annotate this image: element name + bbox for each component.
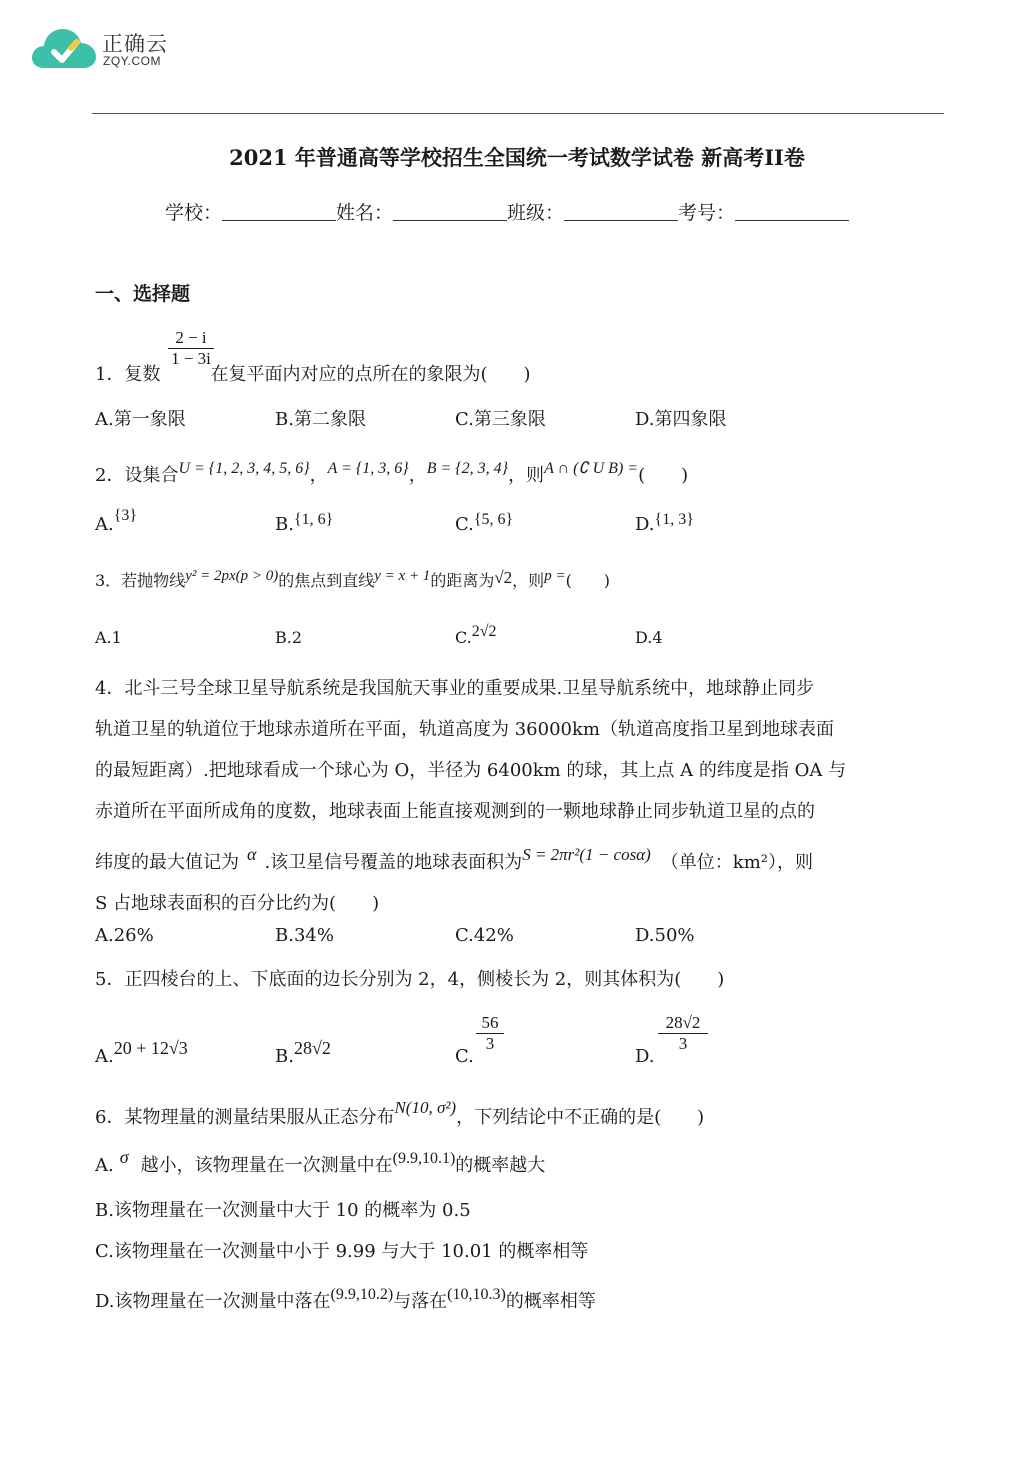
q3-option-c-label: C. xyxy=(455,628,472,647)
q5-option-d-fraction xyxy=(658,1013,708,1054)
question-2 xyxy=(95,461,688,487)
student-info-row xyxy=(165,198,849,225)
q6-distribution: N(10, σ²) xyxy=(394,1098,457,1117)
q3-option-c xyxy=(455,623,497,648)
q3-number: 3．若抛物线 xyxy=(95,571,186,590)
q2-option-a-value: {3} xyxy=(113,507,138,524)
q6-option-d xyxy=(95,1287,596,1313)
q2-then: ，则 xyxy=(508,465,545,486)
q6-option-d-interval-1: (9.9,10.2) xyxy=(330,1286,394,1303)
q3-option-a: A.1 xyxy=(95,628,122,647)
q3-line: y = x + 1 xyxy=(374,568,431,584)
q6-sigma: σ xyxy=(119,1147,129,1167)
school-label: 学校： xyxy=(165,202,223,224)
q2-option-c-label: C. xyxy=(455,514,474,535)
q6-number: 6．某物理量的测量结果服从正态分布 xyxy=(95,1107,395,1128)
q1-option-a: A.第一象限 xyxy=(95,409,186,430)
q2-option-c-value: {5, 6} xyxy=(473,511,514,528)
q4-line5-a: 纬度的最大值记为 xyxy=(95,852,239,873)
q5-c-den: 3 xyxy=(485,1034,495,1053)
name-blank xyxy=(393,202,507,221)
q6-option-a-label: A. xyxy=(95,1155,114,1176)
q2-option-d xyxy=(635,511,694,535)
q1-option-b: B.第二象限 xyxy=(275,409,366,430)
logo-name: 正确云 xyxy=(102,32,168,56)
q5-option-b-label: B. xyxy=(275,1046,294,1067)
q3-p: p = xyxy=(544,568,566,584)
q4-option-c: C.42% xyxy=(455,925,514,946)
name-label: 姓名： xyxy=(336,202,394,224)
q1-frac-num: 2 − i xyxy=(175,328,207,347)
class-label: 班级： xyxy=(507,202,565,224)
q4-option-d: D.50% xyxy=(635,925,695,946)
q3-mid: 的焦点到直线 xyxy=(278,571,375,590)
question-5: 5．正四棱台的上、下底面的边长分别为 2，4，侧棱长为 2，则其体积为( ) xyxy=(95,969,725,990)
q5-option-c-fraction xyxy=(476,1013,504,1054)
q1-tail: 在复平面内对应的点所在的象限为( ) xyxy=(210,364,531,385)
q2-option-b-value: {1, 6} xyxy=(293,511,334,528)
q6-option-d-interval-2: (10,10.3) xyxy=(447,1286,506,1303)
q2-option-d-label: D. xyxy=(635,514,655,535)
q2-number: 2．设集合 xyxy=(95,465,179,486)
q5-d-num: 28√2 xyxy=(665,1013,701,1032)
q5-option-c-label: C. xyxy=(455,1046,474,1067)
q4-line-6: S 占地球表面积的百分比约为( ) xyxy=(95,893,380,914)
q4-line5-c: （单位：km²），则 xyxy=(660,852,813,873)
q5-c-num: 56 xyxy=(481,1013,499,1032)
q5-option-b xyxy=(275,1038,331,1067)
q2-tail: ( ) xyxy=(638,465,689,486)
q6-option-c: C.该物理量在一次测量中小于 9.99 与大于 10.01 的概率相等 xyxy=(95,1241,589,1262)
q5-option-b-value: 28√2 xyxy=(293,1038,331,1058)
q4-line-4: 赤道所在平面所成角的度数，地球表面上能直接观测到的一颗地球静止同步轨道卫星的点的 xyxy=(95,801,815,822)
q2-expression: A ∩ (∁ U B) = xyxy=(544,460,639,477)
question-1 xyxy=(95,360,531,386)
q2-set-a: A = {1, 3, 6} xyxy=(327,460,409,477)
q3-sqrt2: √2 xyxy=(494,568,513,587)
q3-option-b: B.2 xyxy=(275,628,303,647)
q6-option-d-pre: D.该物理量在一次测量中落在 xyxy=(95,1291,331,1312)
q6-option-a-mid: 越小，该物理量在一次测量中在 xyxy=(140,1155,393,1176)
class-blank xyxy=(564,202,678,221)
q3-option-c-value: 2√2 xyxy=(471,623,497,640)
q5-option-a-value: 20 + 12√3 xyxy=(113,1038,188,1058)
q4-option-b: B.34% xyxy=(275,925,334,946)
q3-then: ，则 xyxy=(512,571,545,590)
q4-line-5 xyxy=(95,842,945,883)
q5-option-a-label: A. xyxy=(95,1046,114,1067)
q6-option-d-tail: 的概率相等 xyxy=(505,1291,596,1312)
q5-option-a xyxy=(95,1038,188,1067)
q2-set-b: B = {2, 3, 4} xyxy=(426,460,509,477)
cloud-check-icon xyxy=(30,22,100,74)
q1-option-d: D.第四象限 xyxy=(635,409,727,430)
q6-tail: ，下列结论中不正确的是( ) xyxy=(456,1107,705,1128)
q4-option-a: A.26% xyxy=(95,925,154,946)
q4-formula: S = 2πr²(1 − cosα) xyxy=(522,845,651,864)
q4-alpha: α xyxy=(247,844,257,864)
exam-title: 2021 年普通高等学校招生全国统一考试数学试卷 新高考II卷 xyxy=(229,145,805,170)
question-6 xyxy=(95,1098,705,1129)
q2-option-a xyxy=(95,507,138,535)
q3-option-d: D.4 xyxy=(635,628,663,647)
q6-option-a xyxy=(95,1147,546,1177)
header-divider xyxy=(92,113,944,114)
q6-option-b: B.该物理量在一次测量中大于 10 的概率为 0.5 xyxy=(95,1200,471,1221)
q2-set-u: U = {1, 2, 3, 4, 5, 6} xyxy=(178,460,310,477)
zqy-logo xyxy=(30,22,180,74)
logo-domain: ZQY.COM xyxy=(103,54,161,68)
q2-option-b-label: B. xyxy=(275,514,294,535)
exam-number-label: 考号： xyxy=(678,202,736,224)
q2-sep1: ， xyxy=(309,465,328,486)
q2-option-b xyxy=(275,511,334,535)
q6-option-d-mid: 与落在 xyxy=(393,1291,448,1312)
section-heading: 一、选择题 xyxy=(95,283,191,305)
q6-option-a-interval: (9.9,10.1) xyxy=(392,1150,456,1167)
q3-dist: 的距离为 xyxy=(430,571,495,590)
q4-line-2: 轨道卫星的轨道位于地球赤道所在平面，轨道高度为 36000km（轨道高度指卫星到地球表面 xyxy=(95,719,834,740)
q4-line5-b: .该卫星信号覆盖的地球表面积为 xyxy=(264,852,523,873)
q2-sep2: ， xyxy=(408,465,427,486)
q4-line-1: 4．北斗三号全球卫星导航系统是我国航天事业的重要成果.卫星导航系统中，地球静止同步 xyxy=(95,678,815,699)
q3-parabola: y² = 2px(p > 0) xyxy=(185,568,279,584)
q4-line-3: 的最短距离）.把地球看成一个球心为 O，半径为 6400km 的球，其上点 A 的纬度是指 OA 与 xyxy=(95,760,847,781)
question-4 xyxy=(95,668,945,924)
q1-number: 1．复数 xyxy=(95,364,161,385)
q2-option-d-value: {1, 3} xyxy=(654,511,694,528)
q2-option-c xyxy=(455,511,514,535)
q6-option-a-tail: 的概率越大 xyxy=(455,1155,546,1176)
q3-tail: ( ) xyxy=(565,571,611,590)
q2-option-a-label: A. xyxy=(95,514,114,535)
q5-d-den: 3 xyxy=(678,1034,688,1053)
school-blank xyxy=(222,202,336,221)
q1-option-c: C.第三象限 xyxy=(455,409,546,430)
exam-number-blank xyxy=(735,202,849,221)
q1-frac-den: 1 − 3i xyxy=(171,349,211,368)
q5-option-d-label: D. xyxy=(635,1046,655,1067)
question-3 xyxy=(95,568,610,591)
